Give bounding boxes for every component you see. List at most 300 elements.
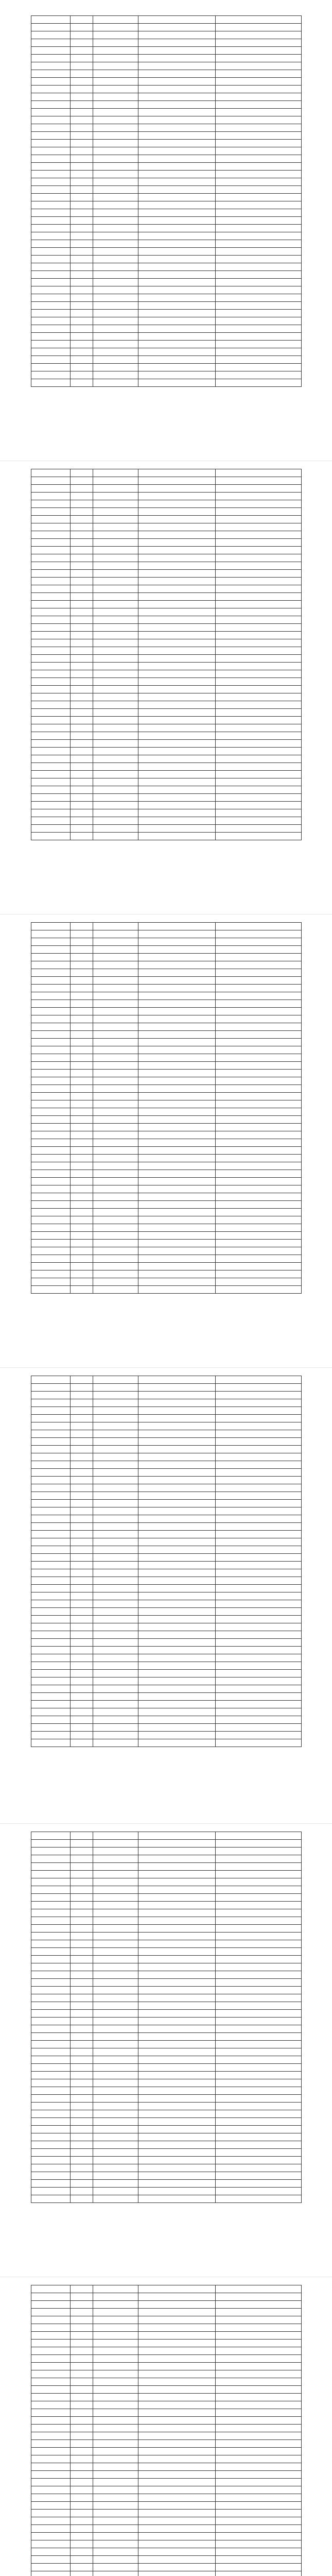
table-cell <box>93 1886 138 1894</box>
table-cell <box>31 62 71 70</box>
table-cell <box>216 616 302 624</box>
table-cell <box>138 624 216 632</box>
table-cell <box>31 333 71 341</box>
table-cell <box>31 578 71 585</box>
table-cell <box>216 2394 302 2401</box>
table-cell <box>216 1909 302 1917</box>
table-row <box>31 1608 302 1616</box>
table-cell <box>31 946 71 954</box>
table-cell <box>216 946 302 954</box>
table-cell <box>216 2172 302 2180</box>
table-cell <box>71 1507 93 1515</box>
table-cell <box>31 194 71 201</box>
table-cell <box>216 1948 302 1956</box>
table-cell <box>71 709 93 717</box>
table-cell <box>216 1422 302 1430</box>
table-cell <box>93 1023 138 1031</box>
table-row <box>31 2103 302 2110</box>
table-cell <box>216 608 302 616</box>
table-cell <box>138 217 216 225</box>
table-cell <box>138 1979 216 1987</box>
table-cell <box>31 263 71 271</box>
table-cell <box>31 271 71 279</box>
table-cell <box>93 1407 138 1415</box>
table-cell <box>71 2180 93 2188</box>
table-cell <box>31 1015 71 1023</box>
table-cell <box>216 2188 302 2195</box>
table-cell <box>138 194 216 201</box>
table-cell <box>93 1453 138 1461</box>
table-cell <box>216 2064 302 2072</box>
table-cell <box>71 1240 93 1247</box>
table-cell <box>71 2510 93 2517</box>
table-cell <box>138 686 216 693</box>
table-cell <box>138 531 216 539</box>
table-cell <box>138 279 216 286</box>
table-cell <box>71 1162 93 1170</box>
table-cell <box>138 2002 216 2010</box>
table-row <box>31 2517 302 2525</box>
table-cell <box>138 748 216 755</box>
table-row <box>31 508 302 516</box>
table-row <box>31 225 302 232</box>
table-cell <box>93 2293 138 2301</box>
table-cell <box>93 1247 138 1255</box>
table-row <box>31 663 302 670</box>
table-cell <box>31 1415 71 1422</box>
table-cell <box>216 740 302 748</box>
table-cell <box>31 1392 71 1399</box>
table-cell <box>138 2525 216 2533</box>
table-cell <box>71 946 93 954</box>
table-cell <box>31 1577 71 1585</box>
table-cell <box>216 163 302 171</box>
table-cell <box>138 2517 216 2525</box>
table-cell <box>93 632 138 639</box>
table-cell <box>216 2141 302 2149</box>
table-cell <box>216 1286 302 1294</box>
table-cell <box>93 1046 138 1054</box>
table-cell <box>71 485 93 493</box>
table-cell <box>138 1430 216 1438</box>
table-cell <box>216 1724 302 1732</box>
table-cell <box>138 670 216 678</box>
table-cell <box>93 639 138 647</box>
table-cell <box>31 1693 71 1701</box>
table-cell <box>93 2517 138 2525</box>
table-cell <box>216 1077 302 1085</box>
table-cell <box>93 2502 138 2510</box>
table-cell <box>93 1832 138 1840</box>
table-cell <box>216 178 302 186</box>
table-cell <box>216 632 302 639</box>
table-cell <box>71 86 93 93</box>
table-cell <box>93 570 138 578</box>
table-cell <box>93 1670 138 1677</box>
table-cell <box>71 678 93 686</box>
table-cell <box>216 763 302 771</box>
table-cell <box>71 286 93 294</box>
table-cell <box>138 516 216 523</box>
table-cell <box>93 1739 138 1747</box>
table-cell <box>31 1178 71 1185</box>
table-cell <box>93 2455 138 2463</box>
table-cell <box>93 2025 138 2033</box>
document-page <box>31 469 301 840</box>
table-cell <box>216 786 302 794</box>
table-cell <box>71 616 93 624</box>
table-cell <box>31 1848 71 1855</box>
table-cell <box>216 485 302 493</box>
table-cell <box>71 2025 93 2033</box>
table-row <box>31 2164 302 2172</box>
table-cell <box>93 2417 138 2425</box>
table-row <box>31 2440 302 2448</box>
table-row <box>31 833 302 840</box>
table-cell <box>138 1917 216 1925</box>
table-cell <box>71 1209 93 1216</box>
table-cell <box>138 325 216 333</box>
table-cell <box>216 2018 302 2025</box>
table-cell <box>31 325 71 333</box>
table-cell <box>71 2110 93 2118</box>
table-cell <box>31 2448 71 2455</box>
table-cell <box>71 2502 93 2510</box>
table-cell <box>216 686 302 693</box>
table-row <box>31 1209 302 1216</box>
table-cell <box>138 2479 216 2486</box>
table-cell <box>138 2494 216 2502</box>
table-cell <box>71 70 93 78</box>
table-cell <box>71 93 93 101</box>
table-cell <box>216 2386 302 2394</box>
table-cell <box>93 317 138 325</box>
table-cell <box>93 1538 138 1546</box>
table-row <box>31 2571 302 2576</box>
table-cell <box>31 693 71 701</box>
table-cell <box>138 1201 216 1209</box>
table-row <box>31 802 302 809</box>
table-cell <box>138 693 216 701</box>
table-cell <box>216 1270 302 1278</box>
table-row <box>31 2332 302 2340</box>
table-cell <box>71 1685 93 1693</box>
table-cell <box>71 2517 93 2525</box>
table-cell <box>216 554 302 562</box>
table-cell <box>31 1185 71 1193</box>
table-row <box>31 163 302 171</box>
table-row <box>31 709 302 717</box>
table-cell <box>138 186 216 194</box>
table-cell <box>138 124 216 132</box>
table-cell <box>138 678 216 686</box>
table-cell <box>216 2440 302 2448</box>
table-cell <box>216 717 302 724</box>
table-cell <box>31 1023 71 1031</box>
document-page <box>31 1376 301 1747</box>
table-row <box>31 2533 302 2540</box>
table-cell <box>216 493 302 500</box>
table-cell <box>138 1376 216 1384</box>
table-row <box>31 1193 302 1201</box>
table-row <box>31 2494 302 2502</box>
table-row <box>31 923 302 930</box>
table-cell <box>138 1193 216 1201</box>
table-cell <box>138 2448 216 2455</box>
table-cell <box>138 755 216 763</box>
table-cell <box>71 825 93 833</box>
table-cell <box>31 663 71 670</box>
table-cell <box>71 2087 93 2095</box>
table-cell <box>31 1116 71 1124</box>
table-cell <box>138 333 216 341</box>
table-cell <box>93 2172 138 2180</box>
table-cell <box>71 786 93 794</box>
table-cell <box>93 2285 138 2293</box>
table-cell <box>71 302 93 310</box>
table-cell <box>216 1224 302 1232</box>
table-cell <box>71 178 93 186</box>
table-cell <box>31 171 71 178</box>
table-cell <box>71 348 93 356</box>
table-cell <box>93 493 138 500</box>
table-cell <box>71 248 93 256</box>
table-cell <box>216 1902 302 1909</box>
table-cell <box>216 2133 302 2141</box>
table-cell <box>93 2048 138 2056</box>
table-cell <box>93 341 138 348</box>
table-cell <box>93 1100 138 1108</box>
table-cell <box>31 31 71 39</box>
table-cell <box>31 938 71 946</box>
table-row <box>31 317 302 325</box>
table-cell <box>138 2548 216 2556</box>
table-cell <box>71 1917 93 1925</box>
table-row <box>31 1956 302 1963</box>
table-cell <box>71 232 93 240</box>
table-cell <box>71 109 93 116</box>
table-cell <box>31 1732 71 1739</box>
table-cell <box>216 364 302 371</box>
table-cell <box>71 1631 93 1639</box>
table-cell <box>138 616 216 624</box>
table-cell <box>71 1492 93 1500</box>
table-cell <box>93 1000 138 1008</box>
table-cell <box>71 1585 93 1592</box>
table-cell <box>93 938 138 946</box>
table-cell <box>71 2033 93 2041</box>
table-cell <box>71 2340 93 2347</box>
table-cell <box>138 2394 216 2401</box>
table-cell <box>31 2002 71 2010</box>
table-cell <box>138 2486 216 2494</box>
table-cell <box>93 232 138 240</box>
table-cell <box>31 485 71 493</box>
table-cell <box>93 1963 138 1971</box>
table-cell <box>216 977 302 985</box>
table-row <box>31 2195 302 2203</box>
table-cell <box>93 333 138 341</box>
table-cell <box>93 516 138 523</box>
table-cell <box>31 2095 71 2103</box>
table-cell <box>71 2347 93 2355</box>
table-cell <box>71 670 93 678</box>
table-cell <box>31 2479 71 2486</box>
table-cell <box>93 1077 138 1085</box>
table-cell <box>71 1670 93 1677</box>
table-cell <box>216 2180 302 2188</box>
table-cell <box>71 1732 93 1739</box>
table-row <box>31 31 302 39</box>
table-cell <box>216 2087 302 2095</box>
table-cell <box>71 2301 93 2309</box>
table-cell <box>93 469 138 477</box>
document-page <box>31 1832 301 2203</box>
table-row <box>31 1925 302 1933</box>
table-cell <box>71 2293 93 2301</box>
table-cell <box>93 1415 138 1422</box>
table-row <box>31 717 302 724</box>
table-cell <box>216 1701 302 1708</box>
table-cell <box>71 1031 93 1039</box>
table-cell <box>93 2316 138 2324</box>
table-cell <box>216 771 302 778</box>
table-cell <box>93 2072 138 2079</box>
table-cell <box>138 938 216 946</box>
table-cell <box>31 1979 71 1987</box>
table-row <box>31 2056 302 2064</box>
table-cell <box>31 1600 71 1608</box>
table-cell <box>71 2556 93 2564</box>
table-row <box>31 1917 302 1925</box>
table-cell <box>93 709 138 717</box>
table-row <box>31 1979 302 1987</box>
table-cell <box>71 371 93 379</box>
table-row <box>31 1255 302 1263</box>
table-cell <box>216 310 302 317</box>
table-cell <box>31 2340 71 2347</box>
table-cell <box>93 2309 138 2316</box>
table-cell <box>31 817 71 825</box>
table-cell <box>216 701 302 709</box>
table-cell <box>31 1724 71 1732</box>
table-cell <box>93 178 138 186</box>
table-row <box>31 1093 302 1100</box>
table-cell <box>71 1131 93 1139</box>
table-cell <box>31 647 71 655</box>
table-row <box>31 240 302 248</box>
table-row <box>31 601 302 608</box>
table-cell <box>71 1093 93 1100</box>
table-cell <box>138 2309 216 2316</box>
table-cell <box>31 2502 71 2510</box>
table-row <box>31 1894 302 1902</box>
table-cell <box>71 686 93 693</box>
table-cell <box>31 1232 71 1240</box>
table-row <box>31 2118 302 2126</box>
table-row <box>31 39 302 47</box>
table-cell <box>71 163 93 171</box>
table-cell <box>216 732 302 740</box>
table-cell <box>138 2378 216 2386</box>
table-cell <box>216 639 302 647</box>
table-cell <box>216 748 302 755</box>
table-row <box>31 2188 302 2195</box>
table-cell <box>138 2149 216 2157</box>
table-cell <box>216 1979 302 1987</box>
table-cell <box>93 786 138 794</box>
table-row <box>31 1046 302 1054</box>
table-cell <box>138 2425 216 2432</box>
table-cell <box>138 2103 216 2110</box>
table-row <box>31 2041 302 2048</box>
table-cell <box>71 2141 93 2149</box>
table-cell <box>71 1039 93 1046</box>
table-cell <box>93 2355 138 2363</box>
table-cell <box>93 1569 138 1577</box>
table-cell <box>138 1701 216 1708</box>
table-row <box>31 1940 302 1948</box>
table-row <box>31 1399 302 1407</box>
table-cell <box>216 248 302 256</box>
table-cell <box>93 1108 138 1116</box>
table-cell <box>31 701 71 709</box>
table-cell <box>31 1124 71 1131</box>
table-cell <box>31 992 71 1000</box>
table-cell <box>93 1592 138 1600</box>
table-cell <box>138 39 216 47</box>
table-cell <box>138 356 216 364</box>
table-cell <box>71 1523 93 1531</box>
table-row <box>31 1647 302 1654</box>
table-cell <box>71 256 93 263</box>
table-cell <box>31 201 71 209</box>
table-row <box>31 1015 302 1023</box>
table-cell <box>71 1716 93 1724</box>
table-cell <box>216 1894 302 1902</box>
table-row <box>31 379 302 387</box>
table-cell <box>31 1592 71 1600</box>
table-row <box>31 678 302 686</box>
table-cell <box>138 86 216 93</box>
table-row <box>31 2417 302 2425</box>
table-cell <box>138 1247 216 1255</box>
table-cell <box>93 1162 138 1170</box>
table-cell <box>138 1000 216 1008</box>
table-cell <box>138 2564 216 2571</box>
table-cell <box>216 1116 302 1124</box>
table-cell <box>216 516 302 523</box>
table-cell <box>71 1577 93 1585</box>
table-cell <box>71 1438 93 1446</box>
table-row <box>31 1662 302 1670</box>
table-cell <box>71 1430 93 1438</box>
table-row <box>31 624 302 632</box>
table-cell <box>71 2417 93 2425</box>
table-cell <box>31 1062 71 1070</box>
table-cell <box>216 2110 302 2118</box>
table-cell <box>71 833 93 840</box>
table-cell <box>216 1693 302 1701</box>
table-cell <box>93 2079 138 2087</box>
table-cell <box>71 2188 93 2195</box>
table-row <box>31 1376 302 1384</box>
table-cell <box>216 2432 302 2440</box>
table-cell <box>93 2095 138 2103</box>
table-cell <box>71 1600 93 1608</box>
table-cell <box>93 1031 138 1039</box>
table-row <box>31 78 302 86</box>
